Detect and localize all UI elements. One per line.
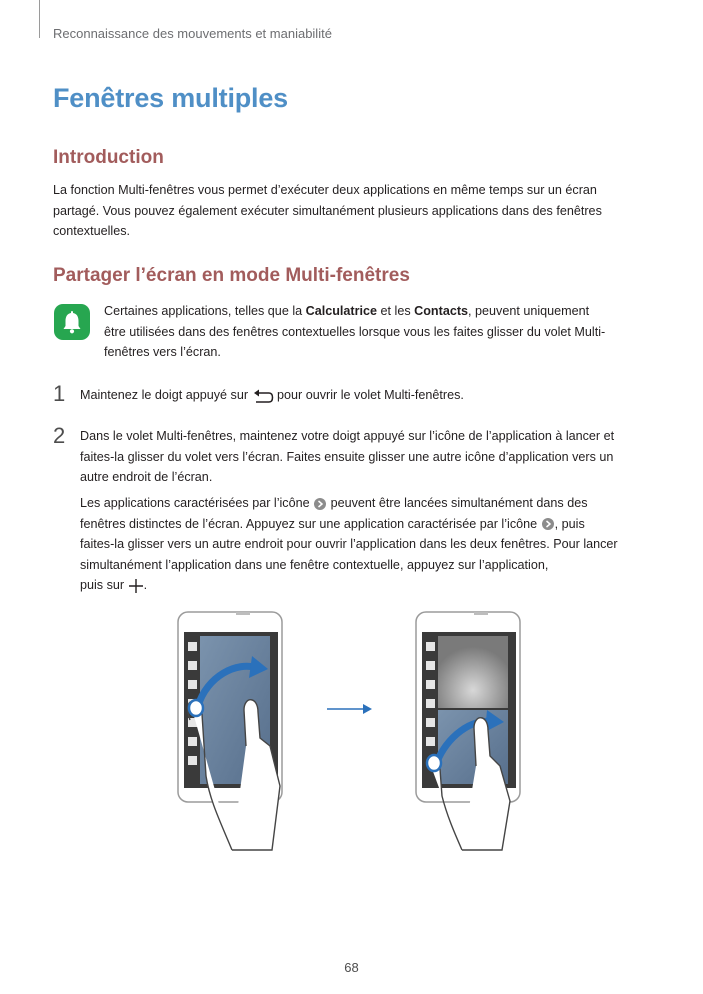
info-line: Les applications caractérisées par l’icône peuvent être lancées simultanément dans des bbox=[80, 496, 588, 510]
note-line: être utilisées dans des fenêtres contextuelles lorsque vous les faites glisser du volet Multi- bbox=[104, 324, 606, 339]
calculator-app-name: Calculatrice bbox=[305, 304, 378, 318]
info-line: fenêtres distinctes de l’écran. Appuyez sur une application caractérisée par l’icône , puis bbox=[80, 516, 585, 531]
contacts-app-name: Contacts bbox=[414, 304, 469, 318]
section-heading-introduction: Introduction bbox=[53, 147, 164, 168]
step-number: 2 bbox=[53, 423, 66, 448]
intro-paragraph bbox=[53, 180, 602, 242]
intro-line: partagé. Vous pouvez également exécuter simultanément plusieurs applications dans des fenêtres bbox=[53, 203, 602, 218]
info-line: puis sur . bbox=[80, 578, 148, 592]
info-line: faites-la glisser vers un autre endroit pour ouvrir l’application dans les deux fenêtres. Pour lancer bbox=[80, 537, 618, 551]
step-1-text: Maintenez le doigt appuyé sur pour ouvrir le volet Multi-fenêtres. bbox=[80, 388, 464, 402]
multi-window-badge-icon bbox=[541, 517, 555, 531]
step-2-text bbox=[80, 426, 614, 488]
step-line: faites-la glisser du volet vers l’écran. Faites ensuite glisser une autre icône d’application vers un bbox=[80, 449, 614, 464]
running-header: Reconnaissance des mouvements et maniabilité bbox=[53, 26, 332, 41]
phone-before bbox=[178, 612, 282, 850]
step-line: autre endroit de l’écran. bbox=[80, 470, 213, 484]
info-line: simultanément l’application dans une fenêtre contextuelle, appuyez sur l’application, bbox=[80, 557, 549, 572]
note-line: fenêtres vers l’écran. bbox=[104, 345, 221, 359]
section-heading-split-screen: Partager l’écran en mode Multi-fenêtres bbox=[53, 265, 410, 286]
multi-window-badge-icon bbox=[313, 497, 327, 511]
multi-window-illustration bbox=[172, 606, 592, 856]
transition-arrow bbox=[327, 704, 372, 714]
phone-after bbox=[416, 612, 520, 850]
margin-rule bbox=[39, 0, 40, 38]
step-number: 1 bbox=[53, 381, 66, 406]
step-line: Dans le volet Multi-fenêtres, maintenez votre doigt appuyé sur l’icône de l’application à lancer et bbox=[80, 429, 615, 443]
page-number: 68 bbox=[344, 960, 359, 975]
bell-icon bbox=[54, 304, 90, 340]
note-line: Certaines applications, telles que la Calculatrice et les Contacts, peuvent uniquement bbox=[104, 304, 590, 318]
page-title: Fenêtres multiples bbox=[53, 83, 288, 113]
intro-line: La fonction Multi-fenêtres vous permet d’exécuter deux applications en même temps sur un écran bbox=[53, 183, 597, 197]
back-icon bbox=[252, 388, 274, 404]
multi-window-info-paragraph bbox=[80, 493, 618, 596]
intro-line: contextuelles. bbox=[53, 224, 131, 238]
plus-icon bbox=[128, 578, 144, 594]
note-paragraph bbox=[104, 301, 605, 363]
